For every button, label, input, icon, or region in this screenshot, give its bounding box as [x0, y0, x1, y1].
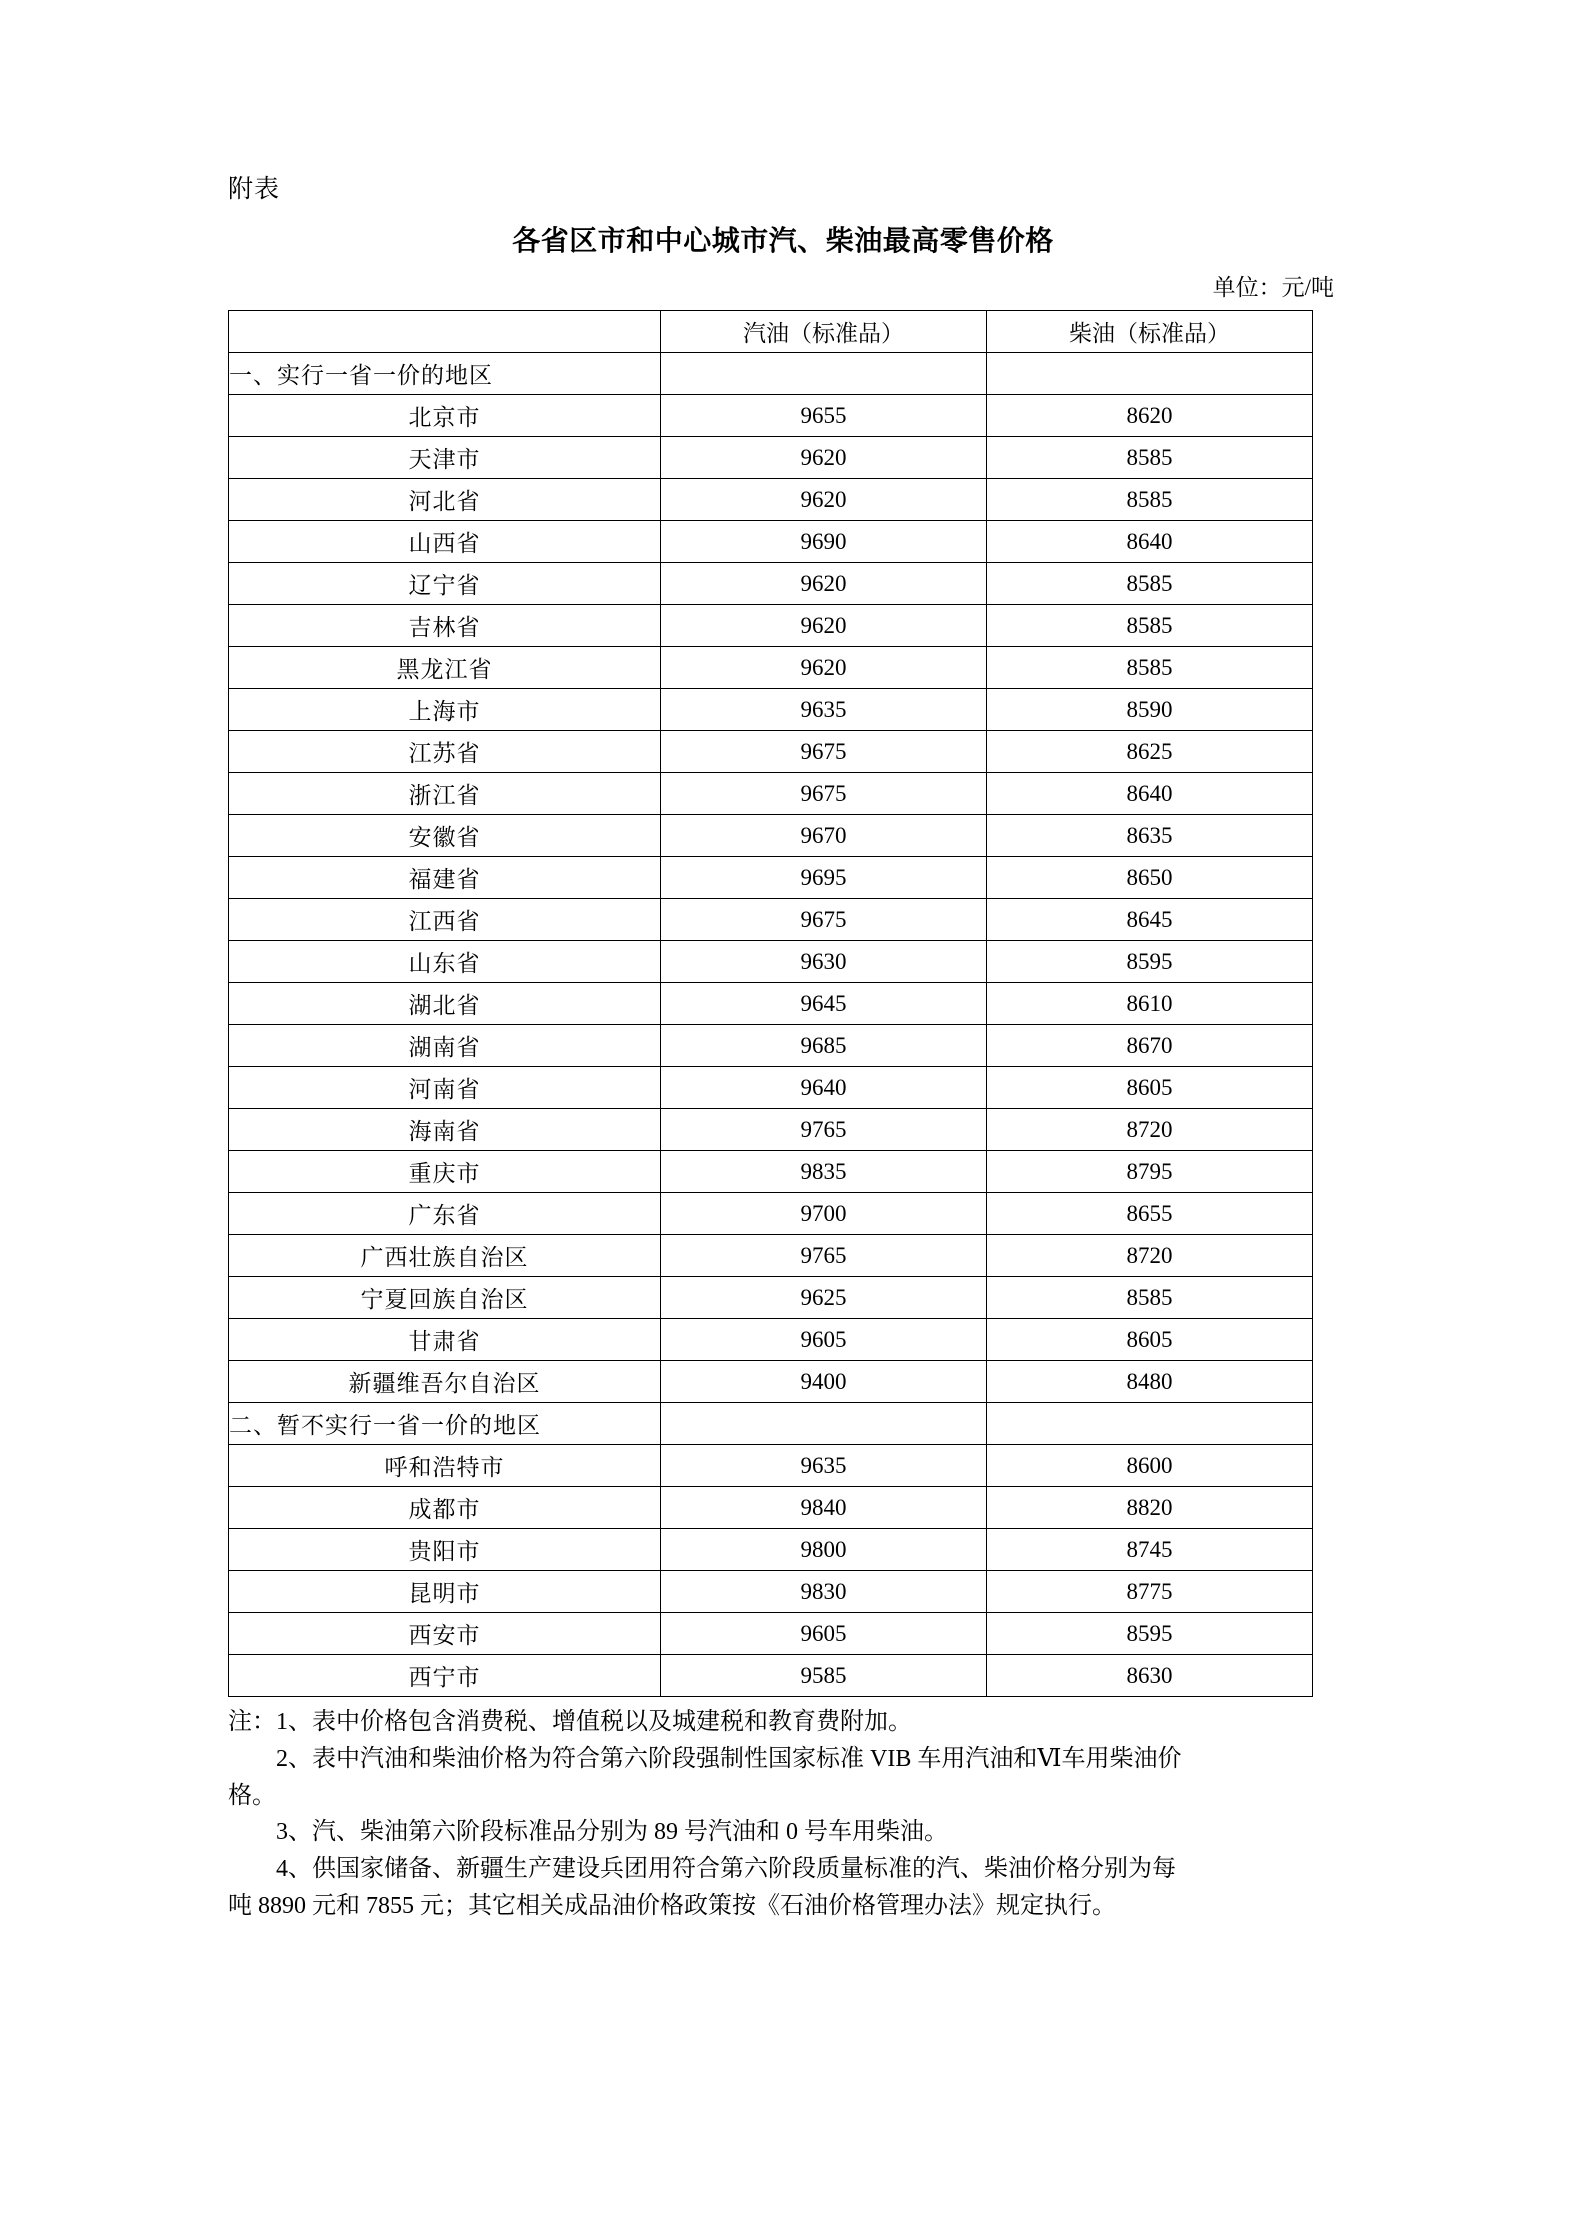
region-name: 江苏省	[229, 731, 661, 773]
region-name: 湖南省	[229, 1025, 661, 1067]
region-name: 广东省	[229, 1193, 661, 1235]
diesel-price: 8585	[987, 1277, 1313, 1319]
diesel-price: 8585	[987, 605, 1313, 647]
gasoline-price: 9620	[661, 647, 987, 689]
diesel-price: 8625	[987, 731, 1313, 773]
section-header-row	[229, 353, 1313, 395]
gasoline-price: 9675	[661, 773, 987, 815]
diesel-price: 8605	[987, 1319, 1313, 1361]
table-row	[229, 437, 1313, 479]
note-4-continued: 吨 8890 元和 7855 元；其它相关成品油价格政策按《石油价格管理办法》规定执行。	[228, 1892, 1116, 1919]
diesel-price: 8720	[987, 1235, 1313, 1277]
diesel-price: 8585	[987, 563, 1313, 605]
table-row	[229, 605, 1313, 647]
gasoline-price: 9690	[661, 521, 987, 563]
region-name: 贵阳市	[229, 1529, 661, 1571]
document-content	[228, 175, 1338, 1926]
table-row	[229, 731, 1313, 773]
table-row	[229, 689, 1313, 731]
table-row	[229, 1529, 1313, 1571]
table-row	[229, 983, 1313, 1025]
gasoline-price: 9620	[661, 437, 987, 479]
region-name: 吉林省	[229, 605, 661, 647]
gasoline-price: 9655	[661, 395, 987, 437]
gasoline-price: 9625	[661, 1277, 987, 1319]
region-name: 西宁市	[229, 1655, 661, 1697]
section-header-row	[229, 1403, 1313, 1445]
attachment-label: 附表	[228, 176, 281, 203]
table-row	[229, 1025, 1313, 1067]
region-name: 新疆维吾尔自治区	[229, 1361, 661, 1403]
region-name: 重庆市	[229, 1151, 661, 1193]
table-row	[229, 857, 1313, 899]
region-name: 西安市	[229, 1613, 661, 1655]
table-row	[229, 479, 1313, 521]
gasoline-price: 9675	[661, 899, 987, 941]
gasoline-price: 9645	[661, 983, 987, 1025]
table-row	[229, 1151, 1313, 1193]
diesel-price: 8775	[987, 1571, 1313, 1613]
table-row	[229, 1445, 1313, 1487]
gasoline-price: 9800	[661, 1529, 987, 1571]
diesel-price: 8620	[987, 395, 1313, 437]
table-row	[229, 1571, 1313, 1613]
gasoline-price: 9830	[661, 1571, 987, 1613]
diesel-price: 8655	[987, 1193, 1313, 1235]
region-name: 呼和浩特市	[229, 1445, 661, 1487]
table-row	[229, 1109, 1313, 1151]
header-diesel: 柴油（标准品）	[987, 311, 1313, 353]
diesel-price: 8650	[987, 857, 1313, 899]
gasoline-price: 9620	[661, 479, 987, 521]
diesel-price: 8640	[987, 773, 1313, 815]
region-name: 山东省	[229, 941, 661, 983]
gasoline-price: 9635	[661, 1445, 987, 1487]
region-name: 辽宁省	[229, 563, 661, 605]
diesel-price: 8600	[987, 1445, 1313, 1487]
gasoline-price: 9585	[661, 1655, 987, 1697]
header-blank	[229, 311, 661, 353]
table-row	[229, 815, 1313, 857]
gasoline-price: 9765	[661, 1109, 987, 1151]
diesel-price: 8595	[987, 1613, 1313, 1655]
table-row	[229, 1361, 1313, 1403]
region-name: 北京市	[229, 395, 661, 437]
gasoline-price: 9700	[661, 1193, 987, 1235]
table-row	[229, 1067, 1313, 1109]
section-diesel-blank	[987, 353, 1313, 395]
gasoline-price: 9640	[661, 1067, 987, 1109]
region-name: 昆明市	[229, 1571, 661, 1613]
diesel-price: 8745	[987, 1529, 1313, 1571]
gasoline-price: 9835	[661, 1151, 987, 1193]
table-row	[229, 773, 1313, 815]
gasoline-price: 9630	[661, 941, 987, 983]
table-row	[229, 1277, 1313, 1319]
gasoline-price: 9400	[661, 1361, 987, 1403]
diesel-price: 8585	[987, 479, 1313, 521]
table-body	[229, 311, 1313, 1697]
diesel-price: 8585	[987, 437, 1313, 479]
table-row	[229, 1655, 1313, 1697]
region-name: 浙江省	[229, 773, 661, 815]
note-1: 注：1、表中价格包含消费税、增值税以及城建税和教育费附加。	[228, 1709, 912, 1735]
section-gasoline-blank	[661, 1403, 987, 1445]
table-row	[229, 1319, 1313, 1361]
table-row	[229, 941, 1313, 983]
gasoline-price: 9605	[661, 1613, 987, 1655]
section-diesel-blank	[987, 1403, 1313, 1445]
region-name: 湖北省	[229, 983, 661, 1025]
section-label-2: 二、暂不实行一省一价的地区	[229, 1403, 661, 1445]
table-row	[229, 1235, 1313, 1277]
header-gasoline: 汽油（标准品）	[661, 311, 987, 353]
region-name: 山西省	[229, 521, 661, 563]
region-name: 福建省	[229, 857, 661, 899]
page-title: 各省区市和中心城市汽、柴油最高零售价格	[512, 226, 1054, 257]
region-name: 甘肃省	[229, 1319, 661, 1361]
diesel-price: 8720	[987, 1109, 1313, 1151]
gasoline-price: 9765	[661, 1235, 987, 1277]
table-row	[229, 1487, 1313, 1529]
gasoline-price: 9635	[661, 689, 987, 731]
table-row	[229, 1613, 1313, 1655]
price-table	[228, 310, 1313, 1697]
region-name: 江西省	[229, 899, 661, 941]
note-2-continued: 格。	[228, 1782, 276, 1809]
gasoline-price: 9840	[661, 1487, 987, 1529]
section-gasoline-blank	[661, 353, 987, 395]
gasoline-price: 9695	[661, 857, 987, 899]
region-name: 天津市	[229, 437, 661, 479]
diesel-price: 8640	[987, 521, 1313, 563]
region-name: 河北省	[229, 479, 661, 521]
table-row	[229, 647, 1313, 689]
diesel-price: 8635	[987, 815, 1313, 857]
diesel-price: 8820	[987, 1487, 1313, 1529]
gasoline-price: 9670	[661, 815, 987, 857]
region-name: 海南省	[229, 1109, 661, 1151]
gasoline-price: 9605	[661, 1319, 987, 1361]
region-name: 宁夏回族自治区	[229, 1277, 661, 1319]
diesel-price: 8585	[987, 647, 1313, 689]
region-name: 安徽省	[229, 815, 661, 857]
table-row	[229, 395, 1313, 437]
diesel-price: 8595	[987, 941, 1313, 983]
unit-label: 单位：元/吨	[1212, 275, 1334, 300]
region-name: 黑龙江省	[229, 647, 661, 689]
diesel-price: 8480	[987, 1361, 1313, 1403]
gasoline-price: 9675	[661, 731, 987, 773]
table-header-row	[229, 311, 1313, 353]
gasoline-price: 9620	[661, 563, 987, 605]
notes-block	[228, 1705, 1338, 1924]
note-3: 3、汽、柴油第六阶段标准品分别为 89 号汽油和 0 号车用柴油。	[276, 1819, 948, 1846]
table-row	[229, 1193, 1313, 1235]
region-name: 上海市	[229, 689, 661, 731]
diesel-price: 8610	[987, 983, 1313, 1025]
section-label-1: 一、实行一省一价的地区	[229, 353, 661, 395]
gasoline-price: 9620	[661, 605, 987, 647]
diesel-price: 8645	[987, 899, 1313, 941]
region-name: 广西壮族自治区	[229, 1235, 661, 1277]
diesel-price: 8795	[987, 1151, 1313, 1193]
diesel-price: 8630	[987, 1655, 1313, 1697]
note-4: 4、供国家储备、新疆生产建设兵团用符合第六阶段质量标准的汽、柴油价格分别为每	[276, 1856, 1176, 1883]
table-row	[229, 899, 1313, 941]
table-row	[229, 563, 1313, 605]
diesel-price: 8590	[987, 689, 1313, 731]
region-name: 河南省	[229, 1067, 661, 1109]
diesel-price: 8605	[987, 1067, 1313, 1109]
table-row	[229, 521, 1313, 563]
note-2: 2、表中汽油和柴油价格为符合第六阶段强制性国家标准 VIB 车用汽油和Ⅵ车用柴油价	[276, 1745, 1182, 1772]
gasoline-price: 9685	[661, 1025, 987, 1067]
diesel-price: 8670	[987, 1025, 1313, 1067]
region-name: 成都市	[229, 1487, 661, 1529]
